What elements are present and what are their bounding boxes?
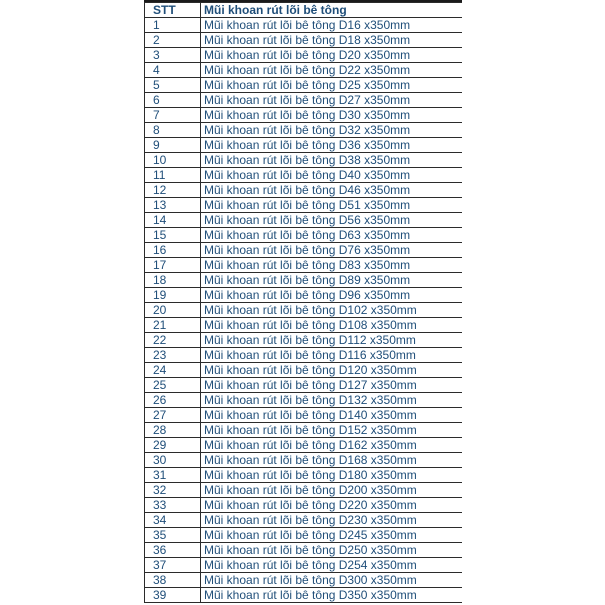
row-product-name-cell: Mũi khoan rút lõi bê tông D63 x350mm	[201, 228, 463, 243]
row-product-name-cell: Mũi khoan rút lõi bê tông D89 x350mm	[201, 273, 463, 288]
table-row	[145, 63, 463, 78]
row-stt-cell: 4	[145, 63, 201, 78]
row-product-name-cell: Mũi khoan rút lõi bê tông D116 x350mm	[201, 348, 463, 363]
row-stt-cell: 13	[145, 198, 201, 213]
row-product-name-cell: Mũi khoan rút lõi bê tông D132 x350mm	[201, 393, 463, 408]
row-product-name-cell: Mũi khoan rút lõi bê tông D32 x350mm	[201, 123, 463, 138]
row-stt-cell: 6	[145, 93, 201, 108]
table-row	[145, 168, 463, 183]
row-stt-cell: 30	[145, 453, 201, 468]
row-product-name-cell: Mũi khoan rút lõi bê tông D38 x350mm	[201, 153, 463, 168]
row-product-name-cell: Mũi khoan rút lõi bê tông D25 x350mm	[201, 78, 463, 93]
row-product-name-cell: Mũi khoan rút lõi bê tông D200 x350mm	[201, 483, 463, 498]
table-row	[145, 363, 463, 378]
row-stt-cell: 5	[145, 78, 201, 93]
table-row	[145, 33, 463, 48]
row-product-name-cell: Mũi khoan rút lõi bê tông D220 x350mm	[201, 498, 463, 513]
table-row	[145, 543, 463, 558]
table-row	[145, 318, 463, 333]
row-product-name-cell: Mũi khoan rút lõi bê tông D162 x350mm	[201, 438, 463, 453]
row-stt-cell: 36	[145, 543, 201, 558]
row-product-name-cell: Mũi khoan rút lõi bê tông D40 x350mm	[201, 168, 463, 183]
header-product-name: Mũi khoan rút lõi bê tông	[201, 3, 463, 18]
table-row	[145, 138, 463, 153]
table-row	[145, 183, 463, 198]
row-stt-cell: 32	[145, 483, 201, 498]
row-stt-cell: 35	[145, 528, 201, 543]
row-stt-cell: 9	[145, 138, 201, 153]
row-product-name-cell: Mũi khoan rút lõi bê tông D51 x350mm	[201, 198, 463, 213]
table-row	[145, 273, 463, 288]
table-row	[145, 513, 463, 528]
table-row	[145, 453, 463, 468]
table-body	[145, 18, 463, 603]
table-row	[145, 483, 463, 498]
row-product-name-cell: Mũi khoan rút lõi bê tông D180 x350mm	[201, 468, 463, 483]
row-stt-cell: 1	[145, 18, 201, 33]
row-product-name-cell: Mũi khoan rút lõi bê tông D83 x350mm	[201, 258, 463, 273]
row-product-name-cell: Mũi khoan rút lõi bê tông D20 x350mm	[201, 48, 463, 63]
row-stt-cell: 7	[145, 108, 201, 123]
row-stt-cell: 33	[145, 498, 201, 513]
table-row	[145, 108, 463, 123]
table-row	[145, 213, 463, 228]
row-stt-cell: 27	[145, 408, 201, 423]
table-row	[145, 528, 463, 543]
row-stt-cell: 10	[145, 153, 201, 168]
row-product-name-cell: Mũi khoan rút lõi bê tông D36 x350mm	[201, 138, 463, 153]
table-row	[145, 588, 463, 603]
table-row	[145, 153, 463, 168]
table-row	[145, 468, 463, 483]
table-row	[145, 303, 463, 318]
row-stt-cell: 37	[145, 558, 201, 573]
row-product-name-cell: Mũi khoan rút lõi bê tông D127 x350mm	[201, 378, 463, 393]
row-stt-cell: 19	[145, 288, 201, 303]
table-row	[145, 243, 463, 258]
row-product-name-cell: Mũi khoan rút lõi bê tông D18 x350mm	[201, 33, 463, 48]
row-product-name-cell: Mũi khoan rút lõi bê tông D300 x350mm	[201, 573, 463, 588]
row-stt-cell: 28	[145, 423, 201, 438]
table-row	[145, 258, 463, 273]
row-product-name-cell: Mũi khoan rút lõi bê tông D230 x350mm	[201, 513, 463, 528]
table-row	[145, 288, 463, 303]
row-stt-cell: 16	[145, 243, 201, 258]
drill-bit-table	[144, 2, 462, 603]
row-stt-cell: 8	[145, 123, 201, 138]
row-product-name-cell: Mũi khoan rút lõi bê tông D112 x350mm	[201, 333, 463, 348]
row-product-name-cell: Mũi khoan rút lõi bê tông D120 x350mm	[201, 363, 463, 378]
row-stt-cell: 39	[145, 588, 201, 603]
row-stt-cell: 25	[145, 378, 201, 393]
row-product-name-cell: Mũi khoan rút lõi bê tông D245 x350mm	[201, 528, 463, 543]
row-product-name-cell: Mũi khoan rút lõi bê tông D254 x350mm	[201, 558, 463, 573]
row-product-name-cell: Mũi khoan rút lõi bê tông D250 x350mm	[201, 543, 463, 558]
row-stt-cell: 12	[145, 183, 201, 198]
table-row	[145, 438, 463, 453]
row-product-name-cell: Mũi khoan rút lõi bê tông D140 x350mm	[201, 408, 463, 423]
header-stt: STT	[145, 3, 201, 18]
table-row	[145, 573, 463, 588]
row-stt-cell: 24	[145, 363, 201, 378]
row-product-name-cell: Mũi khoan rút lõi bê tông D27 x350mm	[201, 93, 463, 108]
row-product-name-cell: Mũi khoan rút lõi bê tông D16 x350mm	[201, 18, 463, 33]
row-stt-cell: 17	[145, 258, 201, 273]
table-row	[145, 333, 463, 348]
row-stt-cell: 22	[145, 333, 201, 348]
row-product-name-cell: Mũi khoan rút lõi bê tông D76 x350mm	[201, 243, 463, 258]
row-product-name-cell: Mũi khoan rút lõi bê tông D108 x350mm	[201, 318, 463, 333]
table-row	[145, 123, 463, 138]
row-product-name-cell: Mũi khoan rút lõi bê tông D22 x350mm	[201, 63, 463, 78]
row-product-name-cell: Mũi khoan rút lõi bê tông D56 x350mm	[201, 213, 463, 228]
row-stt-cell: 14	[145, 213, 201, 228]
row-stt-cell: 34	[145, 513, 201, 528]
row-stt-cell: 38	[145, 573, 201, 588]
product-table-sheet	[144, 0, 462, 605]
table-header-row	[145, 3, 463, 18]
table-row	[145, 558, 463, 573]
row-stt-cell: 3	[145, 48, 201, 63]
row-product-name-cell: Mũi khoan rút lõi bê tông D30 x350mm	[201, 108, 463, 123]
table-row	[145, 348, 463, 363]
row-product-name-cell: Mũi khoan rút lõi bê tông D96 x350mm	[201, 288, 463, 303]
row-product-name-cell: Mũi khoan rút lõi bê tông D350 x350mm	[201, 588, 463, 603]
table-row	[145, 423, 463, 438]
table-row	[145, 78, 463, 93]
table-row	[145, 18, 463, 33]
table-row	[145, 93, 463, 108]
row-stt-cell: 18	[145, 273, 201, 288]
row-stt-cell: 31	[145, 468, 201, 483]
row-stt-cell: 15	[145, 228, 201, 243]
table-row	[145, 393, 463, 408]
row-product-name-cell: Mũi khoan rút lõi bê tông D46 x350mm	[201, 183, 463, 198]
table-row	[145, 378, 463, 393]
row-product-name-cell: Mũi khoan rút lõi bê tông D152 x350mm	[201, 423, 463, 438]
table-row	[145, 198, 463, 213]
table-row	[145, 408, 463, 423]
row-stt-cell: 29	[145, 438, 201, 453]
table-row	[145, 498, 463, 513]
row-stt-cell: 23	[145, 348, 201, 363]
row-product-name-cell: Mũi khoan rút lõi bê tông D102 x350mm	[201, 303, 463, 318]
row-stt-cell: 26	[145, 393, 201, 408]
table-row	[145, 228, 463, 243]
row-stt-cell: 20	[145, 303, 201, 318]
row-stt-cell: 21	[145, 318, 201, 333]
table-row	[145, 48, 463, 63]
row-product-name-cell: Mũi khoan rút lõi bê tông D168 x350mm	[201, 453, 463, 468]
row-stt-cell: 2	[145, 33, 201, 48]
row-stt-cell: 11	[145, 168, 201, 183]
